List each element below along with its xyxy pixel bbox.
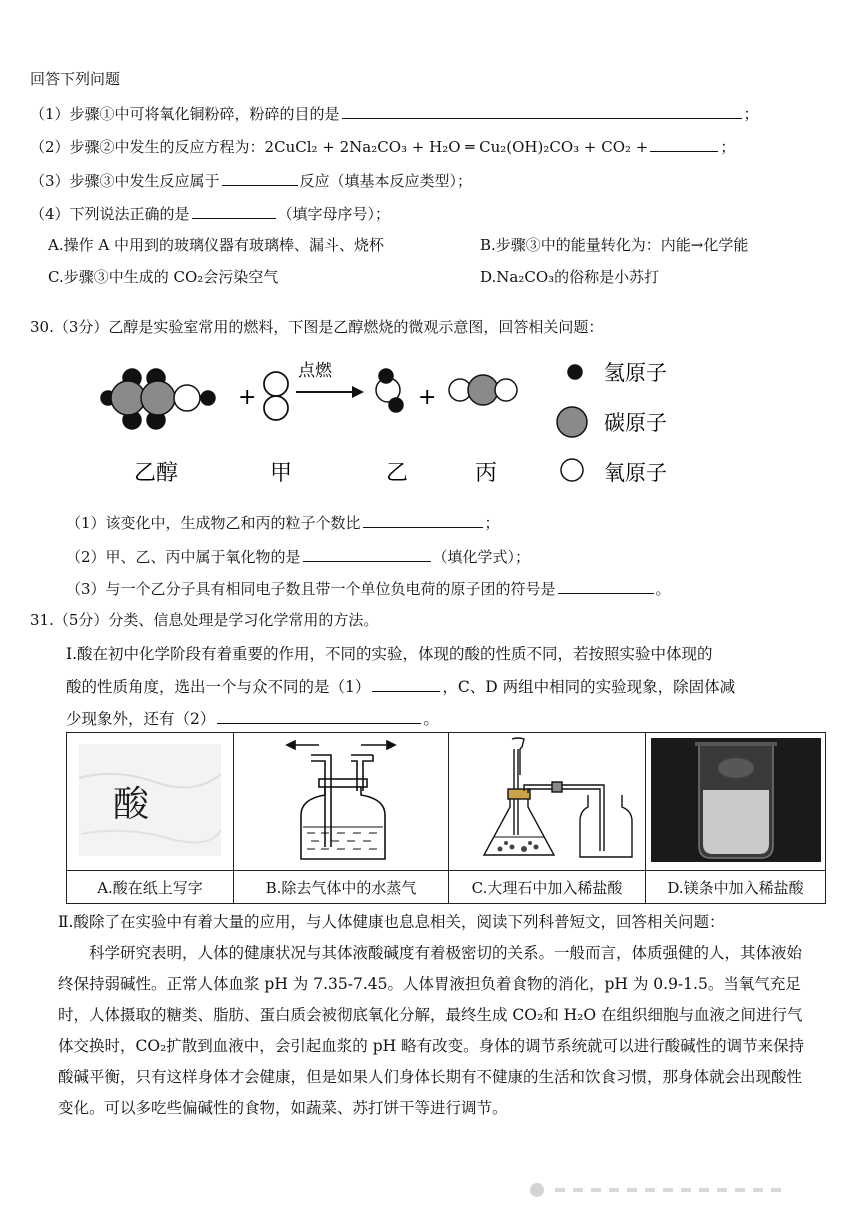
water-molecule: [376, 369, 403, 412]
carbon-dioxide-molecule: [449, 375, 517, 405]
arrow-right-icon: [387, 741, 395, 749]
q31-part2-intro: Ⅱ.酸除了在实验中有着大量的应用，与人体健康也息息相关，阅读下列科普短文，回答相关问题：: [58, 913, 725, 931]
q29-sub1-end: ；: [743, 105, 759, 123]
q30-sub3-text: （3）与一个乙分子具有相同电子数且带一个单位负电荷的原子团的符号是: [66, 580, 556, 598]
hydrogen-atom-icon: [568, 365, 582, 379]
arrow-left-icon: [287, 741, 295, 749]
ignite-label: 点燃: [298, 361, 332, 381]
faded-footer: [530, 1180, 830, 1194]
q31-part1-line2a: 酸的性质角度，选出一个与众不同的是（1）: [66, 678, 371, 696]
q29-sub2-text: （2）步骤②中发生的反应方程为：2CuCl₂ + 2Na₂CO₃ + H₂O ═ Cu₂(OH)₂CO₃ + CO₂ +: [30, 138, 649, 156]
q31-blank-2[interactable]: [217, 722, 421, 724]
legend: [557, 365, 587, 481]
image-d-cell: [646, 733, 826, 871]
q29-sub4: [30, 203, 390, 224]
q29-sub3-end: 反应（填基本反应类型）；: [299, 172, 473, 190]
legend-hydrogen: 氢原子: [604, 361, 667, 385]
q29-sub2: [30, 136, 735, 157]
image-c-cell: [449, 733, 646, 871]
label-ethanol: 乙醇: [134, 461, 179, 486]
q29-sub4-end: （填字母序号）；: [277, 205, 391, 223]
image-b-cell: [234, 733, 449, 871]
caption-a: A.酸在纸上写字: [67, 871, 234, 904]
q30-stem: 30.（3分）乙醇是实验室常用的燃料，下图是乙醇燃烧的微观示意图，回答相关问题：: [30, 318, 604, 336]
q29-sub3-text: （3）步骤③中发生反应属于: [30, 172, 220, 190]
q29-option-a[interactable]: A.操作 A 中用到的玻璃仪器有玻璃棒、漏斗、烧杯: [48, 236, 384, 254]
legend-oxygen: 氧原子: [604, 461, 667, 485]
q30-sub1: [66, 512, 500, 533]
label-bing: 丙: [475, 461, 498, 486]
plus-sign-2: +: [418, 385, 437, 410]
q29-sub1: [30, 103, 759, 124]
plus-sign-1: +: [238, 385, 257, 410]
q30-sub1-end: ；: [484, 514, 500, 532]
q30-sub1-blank[interactable]: [363, 526, 483, 528]
caption-c: C.大理石中加入稀盐酸: [449, 871, 646, 904]
q31-part1-line3: [66, 707, 439, 729]
q29-option-b[interactable]: B.步骤③中的能量转化为：内能→化学能: [480, 236, 749, 254]
oxygen-molecule: [264, 372, 288, 420]
legend-carbon: 碳原子: [604, 411, 667, 435]
q31-part1-line1: Ⅰ.酸在初中化学阶段有着重要的作用，不同的实验，体现的酸的性质不同，若按照实验中体现的: [66, 645, 713, 663]
q29-option-c[interactable]: C.步骤③中生成的 CO₂会污染空气: [48, 268, 279, 286]
ethanol-molecule: [101, 369, 215, 429]
q31-part1-line3a: 少现象外，还有（2）: [66, 710, 216, 728]
q31-part1-line2: [66, 675, 735, 697]
label-jia: 甲: [270, 461, 293, 486]
marble-acid-apparatus-image: [454, 735, 640, 865]
q31-part1-line2b: ，C、D 两组中相同的实验现象，除固体减: [442, 678, 736, 696]
experiment-figure-table: [66, 732, 826, 904]
paper-writing-image: [75, 738, 225, 862]
q29-option-d[interactable]: D.Na₂CO₃的俗称是小苏打: [480, 268, 660, 286]
science-passage: 科学研究表明，人体的健康状况与其体液酸碱度有着极密切的关系。一般而言，体质强健的人，其体液始终保持弱碱性。正常人体血浆 pH 为 7.35-7.45。人体胃液担负着食物的消化，pH 为 0.9-1.5。当氧气充足时，人体摄取的糖类、脂肪、蛋白质会被彻底氧化分解，最终生成 CO₂和 H₂O 在组织细胞与血液之间进行气体交换时，CO₂扩散到血液中，会引起血浆的 pH 略有改变。身体的调节系统就可以进行酸碱性的调节来保持酸碱平衡，只有这样身体才会健康，但是如果人们身体长期有不健康的生活和饮食习惯，那身体就会出现酸性变化。可以多吃些偏碱性的食物，如蔬菜、苏打饼干等进行调节。: [58, 944, 805, 1117]
q29-intro: 回答下列问题: [30, 70, 121, 88]
q30-sub2-blank[interactable]: [303, 560, 431, 562]
magnesium-acid-photo: [651, 738, 821, 862]
q30-sub1-text: （1）该变化中，生成物乙和丙的粒子个数比: [66, 514, 361, 532]
q29-sub1-text: （1）步骤①中可将氧化铜粉碎，粉碎的目的是: [30, 105, 340, 123]
q31-blank-1[interactable]: [372, 690, 440, 692]
q30-sub2: [66, 546, 530, 567]
caption-d: D.镁条中加入稀盐酸: [646, 871, 826, 904]
carbon-atom-icon: [557, 407, 587, 437]
reaction-arrow-head: [352, 386, 364, 398]
q31-part1-line3b: 。: [423, 710, 439, 728]
caption-b: B.除去气体中的水蒸气: [234, 871, 449, 904]
q29-sub1-blank[interactable]: [342, 117, 742, 119]
q31-stem: 31.（5分）分类、信息处理是学习化学常用的方法。: [30, 611, 379, 629]
q30-sub3-end: 。: [655, 580, 671, 598]
q29-sub3-blank[interactable]: [222, 184, 298, 186]
oxygen-atom-icon: [561, 459, 583, 481]
q30-sub2-end: （填化学式）；: [432, 548, 531, 566]
q29-sub4-blank[interactable]: [192, 217, 276, 219]
image-a-cell: [67, 733, 234, 871]
q30-sub2-text: （2）甲、乙、丙中属于氧化物的是: [66, 548, 301, 566]
acid-character-text: 酸: [113, 783, 150, 825]
q30-sub3-blank[interactable]: [558, 592, 654, 594]
q29-sub2-blank[interactable]: [650, 150, 718, 152]
q30-sub3: [66, 578, 671, 599]
q29-sub3: [30, 170, 472, 191]
gas-washing-bottle-image: [241, 735, 441, 865]
q29-sub2-end: ；: [720, 138, 736, 156]
q29-sub4-text: （4）下列说法正确的是: [30, 205, 190, 223]
label-yi: 乙: [386, 461, 409, 486]
ethanol-combustion-diagram: [90, 352, 710, 492]
footer-icon: [530, 1183, 544, 1197]
